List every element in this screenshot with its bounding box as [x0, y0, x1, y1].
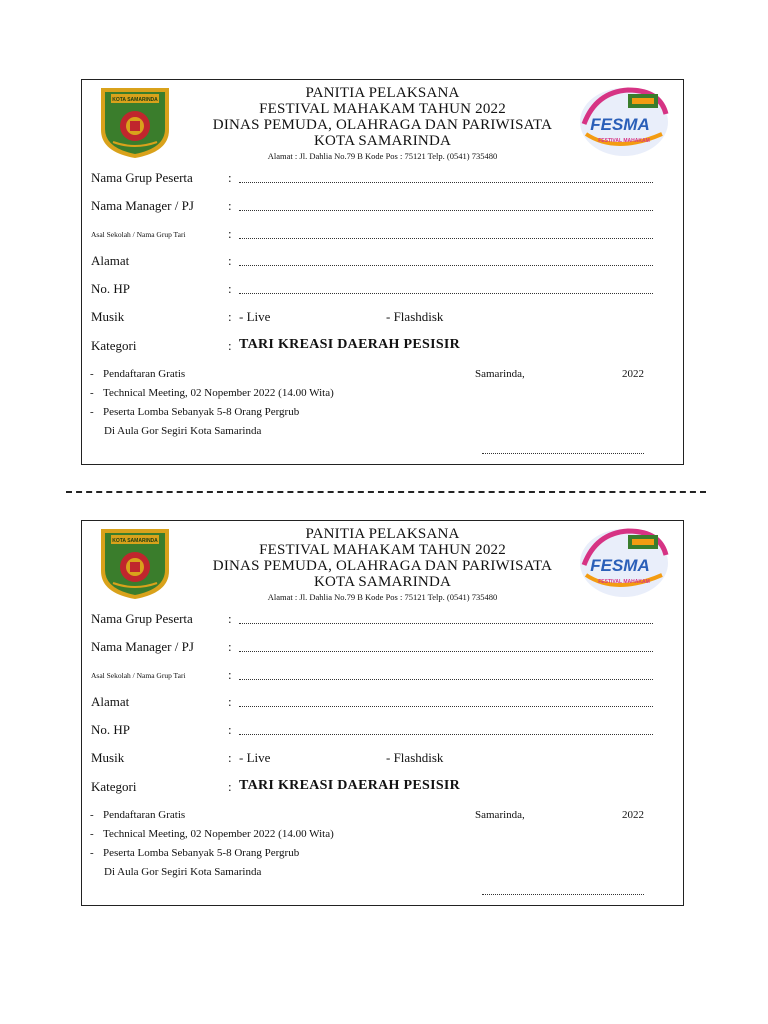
note-text: Pendaftaran Gratis — [103, 809, 186, 821]
note-text: Peserta Lomba Sebanyak 5-8 Orang Pergrub — [103, 847, 300, 859]
header-committee: PANITIA PELAKSANA — [305, 526, 460, 542]
header-department: DINAS PEMUDA, OLAHRAGA DAN PARIWISATA — [212, 558, 553, 574]
header-city: KOTA SAMARINDA — [313, 574, 452, 590]
field-label: Musik — [91, 750, 125, 765]
field-label: Alamat — [91, 694, 130, 709]
header-address: Alamat : Jl. Dahlia No.79 B Kode Pos : 75121 Telp. (0541) 735480 — [267, 592, 498, 602]
header-festival: FESTIVAL MAHAKAM TAHUN 2022 — [259, 101, 506, 117]
header-committee: PANITIA PELAKSANA — [305, 85, 460, 101]
field-label: Kategori — [91, 779, 137, 794]
field-colon: : — [228, 198, 232, 213]
note-dash: - — [90, 406, 94, 418]
signature-place: Samarinda, — [475, 368, 525, 380]
note-text: Technical Meeting, 02 Nopember 2022 (14.00 Wita) — [103, 828, 334, 840]
note-item — [90, 844, 334, 863]
note-text: Di Aula Gor Segiri Kota Samarinda — [104, 425, 262, 437]
field-colon: : — [228, 253, 232, 268]
field-alamat[interactable] — [91, 694, 683, 712]
fill-in-line[interactable] — [239, 679, 653, 680]
form-header — [82, 526, 683, 603]
signature-place: Samarinda, — [475, 809, 525, 821]
note-dash: - — [90, 809, 94, 821]
fill-in-line[interactable] — [239, 210, 653, 211]
field-colon: : — [228, 667, 232, 682]
field-kategori — [91, 338, 683, 356]
field-label: Nama Grup Peserta — [91, 611, 193, 626]
notes-list — [90, 365, 334, 441]
note-item — [90, 806, 334, 825]
musik-option-flashdisk[interactable]: - Flashdisk — [386, 750, 444, 765]
emblem-banner-text: KOTA SAMARINDA — [112, 538, 158, 544]
fill-in-line[interactable] — [239, 623, 653, 624]
header-city: KOTA SAMARINDA — [313, 133, 452, 149]
fesma-logo-subtext: FESTIVAL MAHAKAM — [598, 138, 650, 144]
signature-year: 2022 — [622, 368, 644, 380]
field-colon: : — [228, 338, 232, 353]
field-asal-sekolah[interactable] — [91, 226, 683, 244]
field-label: Nama Manager / PJ — [91, 639, 194, 654]
fill-in-line[interactable] — [239, 238, 653, 239]
field-no-hp[interactable] — [91, 722, 683, 740]
field-colon: : — [228, 611, 232, 626]
kategori-value: TARI KREASI DAERAH PESISIR — [239, 778, 461, 793]
form-header — [82, 85, 683, 162]
field-label: No. HP — [91, 722, 131, 737]
registration-form-1 — [81, 79, 684, 465]
field-nama-grup[interactable] — [91, 170, 683, 188]
fill-in-line[interactable] — [239, 734, 653, 735]
field-nama-grup[interactable] — [91, 611, 683, 629]
field-label: Nama Grup Peserta — [91, 170, 193, 185]
note-item — [90, 825, 334, 844]
signature-line[interactable] — [482, 453, 644, 454]
signature-year: 2022 — [622, 809, 644, 821]
fill-in-line[interactable] — [239, 182, 653, 183]
fesma-logo-subtext: FESTIVAL MAHAKAM — [598, 579, 650, 585]
fesma-logo-text: FESMA — [590, 115, 650, 134]
note-text: Pendaftaran Gratis — [103, 368, 186, 380]
header-department: DINAS PEMUDA, OLAHRAGA DAN PARIWISATA — [212, 117, 553, 133]
signature-line[interactable] — [482, 894, 644, 895]
field-colon: : — [228, 750, 232, 765]
field-colon: : — [228, 722, 232, 737]
field-alamat[interactable] — [91, 253, 683, 271]
field-nama-manager[interactable] — [91, 198, 683, 216]
field-colon: : — [228, 309, 232, 324]
note-item — [90, 422, 334, 441]
note-dash: - — [90, 368, 94, 380]
note-item — [90, 403, 334, 422]
fesma-logo-text: FESMA — [590, 556, 650, 575]
field-label: No. HP — [91, 281, 131, 296]
field-nama-manager[interactable] — [91, 639, 683, 657]
field-colon: : — [228, 694, 232, 709]
notes-list — [90, 806, 334, 882]
fill-in-line[interactable] — [239, 293, 653, 294]
field-no-hp[interactable] — [91, 281, 683, 299]
field-colon: : — [228, 639, 232, 654]
musik-option-live[interactable]: - Live — [239, 309, 271, 324]
field-label: Musik — [91, 309, 125, 324]
kategori-value: TARI KREASI DAERAH PESISIR — [239, 337, 461, 352]
field-label: Asal Sekolah / Nama Grup Tari — [91, 671, 186, 680]
field-kategori — [91, 779, 683, 797]
field-colon: : — [228, 226, 232, 241]
field-asal-sekolah[interactable] — [91, 667, 683, 685]
note-text: Di Aula Gor Segiri Kota Samarinda — [104, 866, 262, 878]
note-item — [90, 384, 334, 403]
field-label: Kategori — [91, 338, 137, 353]
field-colon: : — [228, 281, 232, 296]
note-dash: - — [90, 847, 94, 859]
field-colon: : — [228, 779, 232, 794]
note-item — [90, 863, 334, 882]
note-text: Peserta Lomba Sebanyak 5-8 Orang Pergrub — [103, 406, 300, 418]
emblem-banner-text: KOTA SAMARINDA — [112, 97, 158, 103]
musik-option-live[interactable]: - Live — [239, 750, 271, 765]
note-dash: - — [90, 828, 94, 840]
fill-in-line[interactable] — [239, 651, 653, 652]
header-festival: FESTIVAL MAHAKAM TAHUN 2022 — [259, 542, 506, 558]
note-item — [90, 365, 334, 384]
field-label: Nama Manager / PJ — [91, 198, 194, 213]
field-label: Asal Sekolah / Nama Grup Tari — [91, 230, 186, 239]
header-address: Alamat : Jl. Dahlia No.79 B Kode Pos : 75121 Telp. (0541) 735480 — [267, 151, 498, 161]
fill-in-line[interactable] — [239, 706, 653, 707]
fill-in-line[interactable] — [239, 265, 653, 266]
cut-line-divider — [66, 491, 706, 493]
field-colon: : — [228, 170, 232, 185]
note-dash: - — [90, 387, 94, 399]
field-musik — [91, 750, 683, 768]
field-musik — [91, 309, 683, 327]
registration-form-2 — [81, 520, 684, 906]
musik-option-flashdisk[interactable]: - Flashdisk — [386, 309, 444, 324]
note-text: Technical Meeting, 02 Nopember 2022 (14.00 Wita) — [103, 387, 334, 399]
field-label: Alamat — [91, 253, 130, 268]
